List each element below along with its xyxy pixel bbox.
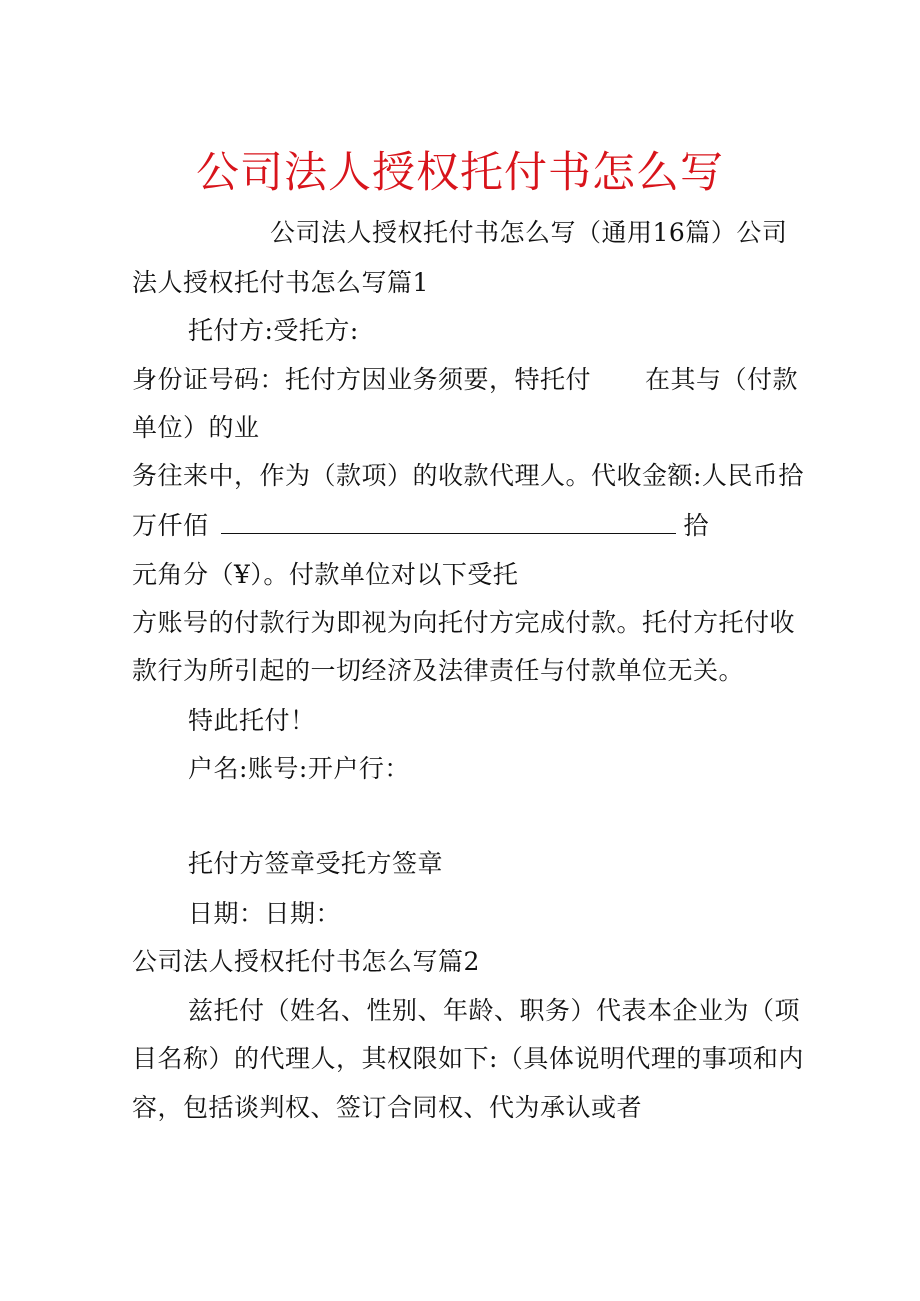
paragraph-line: 兹托付（姓名、性别、年龄、职务）代表本企业为（项 [188,996,801,1025]
liability-line: 款行为所引起的一切经济及法律责任与付款单位无关。 [132,656,745,685]
account-statement-line: 方账号的付款行为即视为向托付方完成付款。托付方托付收 [132,608,796,637]
business-line: 务往来中，作为（款项）的收款代理人。代收金额:人民币拾 [132,461,804,490]
section-heading-2: 公司法人授权托付书怎么写篇2 [132,947,480,976]
hereby-line: 特此托付！ [188,706,316,735]
id-line [132,362,798,398]
dates-line: 日期：日期： [188,899,342,928]
paragraph-line: 容，包括谈判权、签订合同权、代为承认或者 [132,1093,643,1122]
unit-line: 单位）的业 [132,413,260,442]
id-line-right: 在其与（付款 [645,365,799,394]
parties-line: 托付方:受托方: [188,316,359,345]
amount-line-right: 拾 [683,511,710,540]
amount-line-left: 万仟佰 [132,511,209,540]
intro-line: 公司法人授权托付书怎么写（通用16篇）公司 [270,218,788,247]
amount-blank-underline [221,507,676,534]
id-line-left: 身份证号码：托付方因业务须要，特托付 [132,365,592,394]
amount-line [132,507,709,544]
section-heading: 法人授权托付书怎么写篇1 [132,268,429,297]
signatures-line: 托付方签章受托方签章 [188,849,444,878]
yuan-line: 元角分（¥）。付款单位对以下受托 [132,560,519,589]
document-title: 公司法人授权托付书怎么写 [196,148,724,198]
paragraph-line: 目名称）的代理人，其权限如下:（具体说明代理的事项和内 [132,1044,804,1073]
account-info-line: 户名:账号:开户行： [188,754,410,783]
